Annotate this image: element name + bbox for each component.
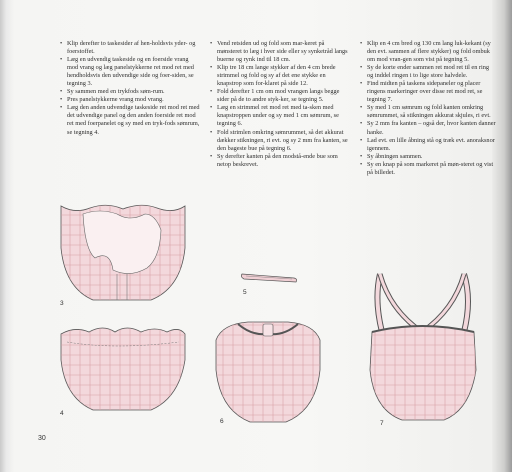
figure-number-5: 5: [243, 289, 247, 296]
instruction-item: • Fold derefter 1 cm om mod vrangen langs begge sider på de to andre styk-ker, se tegning 5.: [210, 88, 350, 104]
drawing-4-bag-panel: [55, 320, 190, 415]
instruction-item: • Sy de korte ender sammen ret mod ret til en ring og inddel ringen i to lige store halvdele.: [360, 64, 496, 80]
instruction-item: • Sy med 1 cm sømrum og fold kanten omkring sømrummet, så stikningen akkurat skjules, ri evt.: [360, 104, 496, 120]
drawing-3-bag-panel: [55, 200, 190, 310]
instruction-item: • Pres panelstykkerne vrang mod vrang.: [60, 96, 200, 104]
instruction-item: • Læg den anden udvendige taskeside ret mod ret med det udvendige panel og den anden foerside ret mod ret med foerpanelet og sy med en tryk-fods sømrum, se tegning 4.: [60, 104, 200, 136]
text-column-2: [210, 40, 350, 169]
text-column-1: [60, 40, 200, 137]
figure-number-6: 6: [220, 418, 224, 425]
instruction-item: • Sy sammen med en trykfods søm-rum.: [60, 88, 200, 96]
text-column-3: [360, 40, 496, 177]
instruction-item: • Læg en strimmel ret mod ret med ta-sken med knapstroppen under og sy med 1 cm sømrum, se tegning 6.: [210, 104, 350, 128]
drawing-6-bag-with-strip: [208, 310, 328, 430]
instruction-item: • Sy åbningen sammen.: [360, 153, 496, 161]
page-number: 30: [38, 435, 46, 442]
drawing-5-folded-strip: [238, 268, 300, 290]
instruction-item: • Fold strimlen omkring sømrummet, så det akkurat dækker stikningen, ri evt. og sy 2 mm fra kanten, se den bageste bue på tegning 6.: [210, 129, 350, 153]
instruction-item: • Læg en udvendig taskeside og en foerside vrang mod vrang og læg panelstykkerne ret mod ret med hendholdsvis den udvendige side og foer-siden, se tegning 3.: [60, 56, 200, 88]
instruction-item: • Find midten på taskens sidepaneler og placer ringens markeringer over disse ret mod ret, se tegning 7.: [360, 80, 496, 104]
figure-number-3: 3: [60, 300, 64, 307]
instruction-item: • Klip en 4 cm bred og 130 cm lang luk-kekant (sy den evt. sammen af flere stykker) og fold ombuk om mod vran-gen som vist på tegning 5.: [360, 40, 496, 64]
instruction-item: • Sy en knap på som markeret på møn-steret og vist på billedet.: [360, 161, 496, 177]
instruction-item: • Lad evt. en lille åbning stå og træk evt. anoraksnor igennem.: [360, 137, 496, 153]
instruction-item: • Vend retsiden ud og fold som mar-keret på mønsteret to læg i hver side eller sy synketråd langs buerne og rynk ind til 18 cm.: [210, 40, 350, 64]
figure-number-4: 4: [60, 410, 64, 417]
figure-number-7: 7: [380, 420, 384, 427]
instruction-item: • Sy 2 mm fra kanten – også der, hvor kanten danner hanke.: [360, 120, 496, 136]
drawing-7-bag-with-handles: [360, 270, 485, 430]
instruction-item: • Klip derefter to taskesider af hen-holdsvis yder- og foerstoffet.: [60, 40, 200, 56]
instruction-item: • Klip tre 18 cm lange stykker af den 4 cm brede strimmel og fold og sy af det ene stykke en knapstrop som for-klaret på side 12.: [210, 64, 350, 88]
instruction-item: • Sy derefter kanten på den modstå-ende bue som netop beskrevet.: [210, 153, 350, 169]
